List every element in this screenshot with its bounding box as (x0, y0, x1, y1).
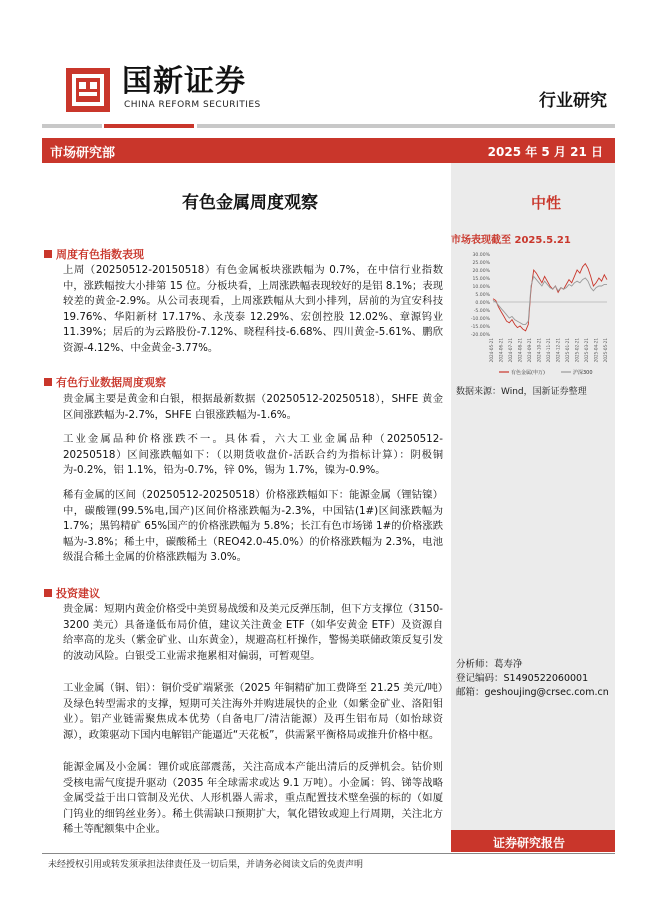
x-tick-label: 2024-05-21 (489, 338, 494, 363)
x-tick-label: 2025-02-21 (574, 338, 580, 363)
company-logo (66, 68, 110, 112)
header-rule-left (42, 124, 102, 128)
report-title: 有色金属周度观察 (182, 193, 318, 213)
y-tick-label: 0.00% (475, 301, 490, 306)
x-tick-label: 2025-04-21 (593, 338, 599, 363)
document-type: 行业研究 (539, 91, 607, 111)
y-tick-label: 15.00% (472, 277, 490, 282)
x-tick-label: 2024-09-21 (527, 338, 532, 363)
y-tick-label: 5.00% (475, 293, 490, 298)
paragraph-advice-energy-minor: 能源金属及小金属：锂价或底部震荡，关注高成本产能出清后的反弹机会。钴价则受核电需气度提升驱动（2035 年全球需求或达 9.1 万吨）。小金属：钨、锑等战略金属受益于出口管制及光伏、人形机器人需求，重点配置技术壁垒强的标的（如厦门钨业的细钨丝业务）。稀土供需缺口预期扩大，氧化镨钕或迎上行周期，关注北方稀土等配额集中企业。 (63, 761, 443, 836)
series-line-1 (493, 276, 607, 324)
y-tick-label: -20.00% (470, 333, 490, 338)
registration-line: 登记编码：S1490522060001 (456, 673, 589, 684)
y-tick-label: 30.00% (472, 253, 490, 258)
y-tick-label: -5.00% (473, 309, 490, 314)
section-marker-icon (44, 378, 52, 386)
paragraph-advice-industrial: 工业金属（铜、铝）：铜价受矿端紧张（2025 年铜精矿加工费降至 21.25 美元/吨）及绿色转型需求的支撑，短期可关注海外并购进展快的企业（如紫金矿业、洛阳钼业）。铝产业链需聚焦成本优势（自备电厂/清洁能源）及再生铝布局（如怡球资源），政策驱动下国内电解铝产能逼近“天花板”，供需紧平衡格局或推升价格中枢。 (63, 682, 443, 741)
x-tick-label: 2024-06-21 (498, 338, 504, 363)
chart-svg (451, 246, 615, 381)
registration-code: S1490522060001 (503, 673, 589, 684)
paragraph-index-performance: 上周（20250512-20150518）有色金属板块涨跌幅为 0.7%，在中信行业指数中，涨跌幅按大小排第 15 位。分板块看，上周涨跌幅表现较好的是铝 8.1%；表现较差的黄金-2.9%。从公司表现看，上周涨跌幅从大到小排列，居前的为宜安科技 19.76%、华阳新材 17.17%、永茂泰 12.29%、宏创控股 12.02%、章源钨业 11.39%；居后的为云路股份-7.12%、晓程科技-6.68%、四川黄金-5.61%、鹏欣资源-4.12%、中金黄金-3.77%。 (63, 264, 443, 354)
paragraph-industrial-metals: 工业金属品种价格涨跌不一。具体看，六大工业金属品种（20250512-20250518）区间涨跌幅如下：（以期货收盘价-活跃合约为指标计算）：阴极铜为-0.2%，铝 1.1%，铅为-0.7%，锌 0%，锡为 1.7%，镍为-0.9%。 (63, 433, 443, 477)
x-tick-label: 2024-08-21 (517, 338, 523, 363)
chart-label: 市场表现截至 2025.5.21 (451, 235, 571, 246)
section-heading-data: 有色行业数据周度观察 (44, 374, 166, 390)
y-tick-label: 25.00% (472, 261, 490, 266)
department-bar (42, 138, 615, 163)
x-tick-label: 2025-03-21 (584, 338, 589, 363)
x-tick-label: 2024-11-21 (546, 338, 551, 363)
chart-source: 数据来源：Wind，国新证券整理 (456, 387, 587, 397)
disclaimer-text: 未经授权引用或转发须承担法律责任及一切后果，并请务必阅读文后的免责声明 (48, 860, 364, 870)
series-line-0 (493, 264, 607, 331)
brand-name: 国新证券 (122, 64, 246, 99)
header-rule-right (197, 124, 615, 128)
header-rule-accent (104, 124, 194, 128)
department-name: 市场研究部 (50, 146, 116, 161)
y-tick-label: 10.00% (472, 285, 490, 290)
section-heading-advice: 投资建议 (44, 585, 100, 601)
y-tick-label: -15.00% (470, 325, 490, 330)
x-tick-label: 2024-07-21 (508, 338, 513, 363)
section-heading-index: 周度有色指数表现 (44, 246, 144, 262)
y-tick-label: -10.00% (470, 317, 490, 322)
footer-divider (42, 853, 615, 854)
section-marker-icon (44, 250, 52, 258)
market-performance-chart (451, 246, 615, 381)
y-tick-label: 20.00% (472, 269, 490, 274)
paragraph-precious-metals: 贵金属主要是黄金和白银，根据最新数据（20250512-20250518），SHFE 黄金区间涨跌幅为-2.7%，SHFE 白银涨跌幅为-1.6%。 (63, 393, 443, 421)
x-tick-label: 2025-05-21 (603, 338, 608, 363)
email-line: 邮箱：geshoujing@crsec.com.cn (456, 687, 609, 698)
analyst-email[interactable]: geshoujing@crsec.com.cn (484, 687, 609, 698)
x-tick-label: 2024-10-21 (536, 338, 542, 363)
x-tick-label: 2024-12-21 (555, 338, 561, 363)
brand-name-en: CHINA REFORM SECURITIES (124, 100, 261, 110)
legend-label: 有色金属(申万) (511, 370, 545, 376)
section-marker-icon (44, 589, 52, 597)
legend-label: 沪深300 (573, 370, 593, 376)
report-date: 2025 年 5 月 21 日 (487, 145, 603, 159)
analyst-name: 葛寿净 (494, 659, 523, 670)
report-type-badge: 证券研究报告 (451, 830, 615, 852)
x-tick-label: 2025-01-21 (565, 338, 570, 363)
paragraph-rare-metals: 稀有金属的区间（20250512-20250518）价格涨跌幅如下：能源金属（锂钴镍）中，碳酸锂(99.5%电,国产)区间价格涨跌幅为-2.3%，中国钴(1#)区间涨跌幅为 1.7%；黑钨精矿 65%国产的价格涨跌幅为 5.8%；长江有色市场锑 1#的价格涨跌幅为-3.8%；稀土中，碳酸稀土（REO42.0-45.0%）的价格涨跌幅为 2.3%，电池级混合稀土金属的价格涨跌幅为 3.0%。 (63, 489, 443, 564)
rating-badge: 中性 (531, 194, 562, 212)
paragraph-advice-precious: 贵金属：短期内黄金价格受中美贸易战缓和及美元反弹压制，但下方支撑位（3150-3200 美元）具备逢低布局价值，建议关注黄金 ETF（如华安黄金 ETF）及资源自给率高的龙头（紫金矿业、山东黄金），规避高杠杆操作，警惕美联储政策反复引发的波动风险。白银受工业需求拖累相对偏弱，可暂观望。 (63, 603, 444, 662)
analyst-line: 分析师：葛寿净 (456, 659, 523, 670)
